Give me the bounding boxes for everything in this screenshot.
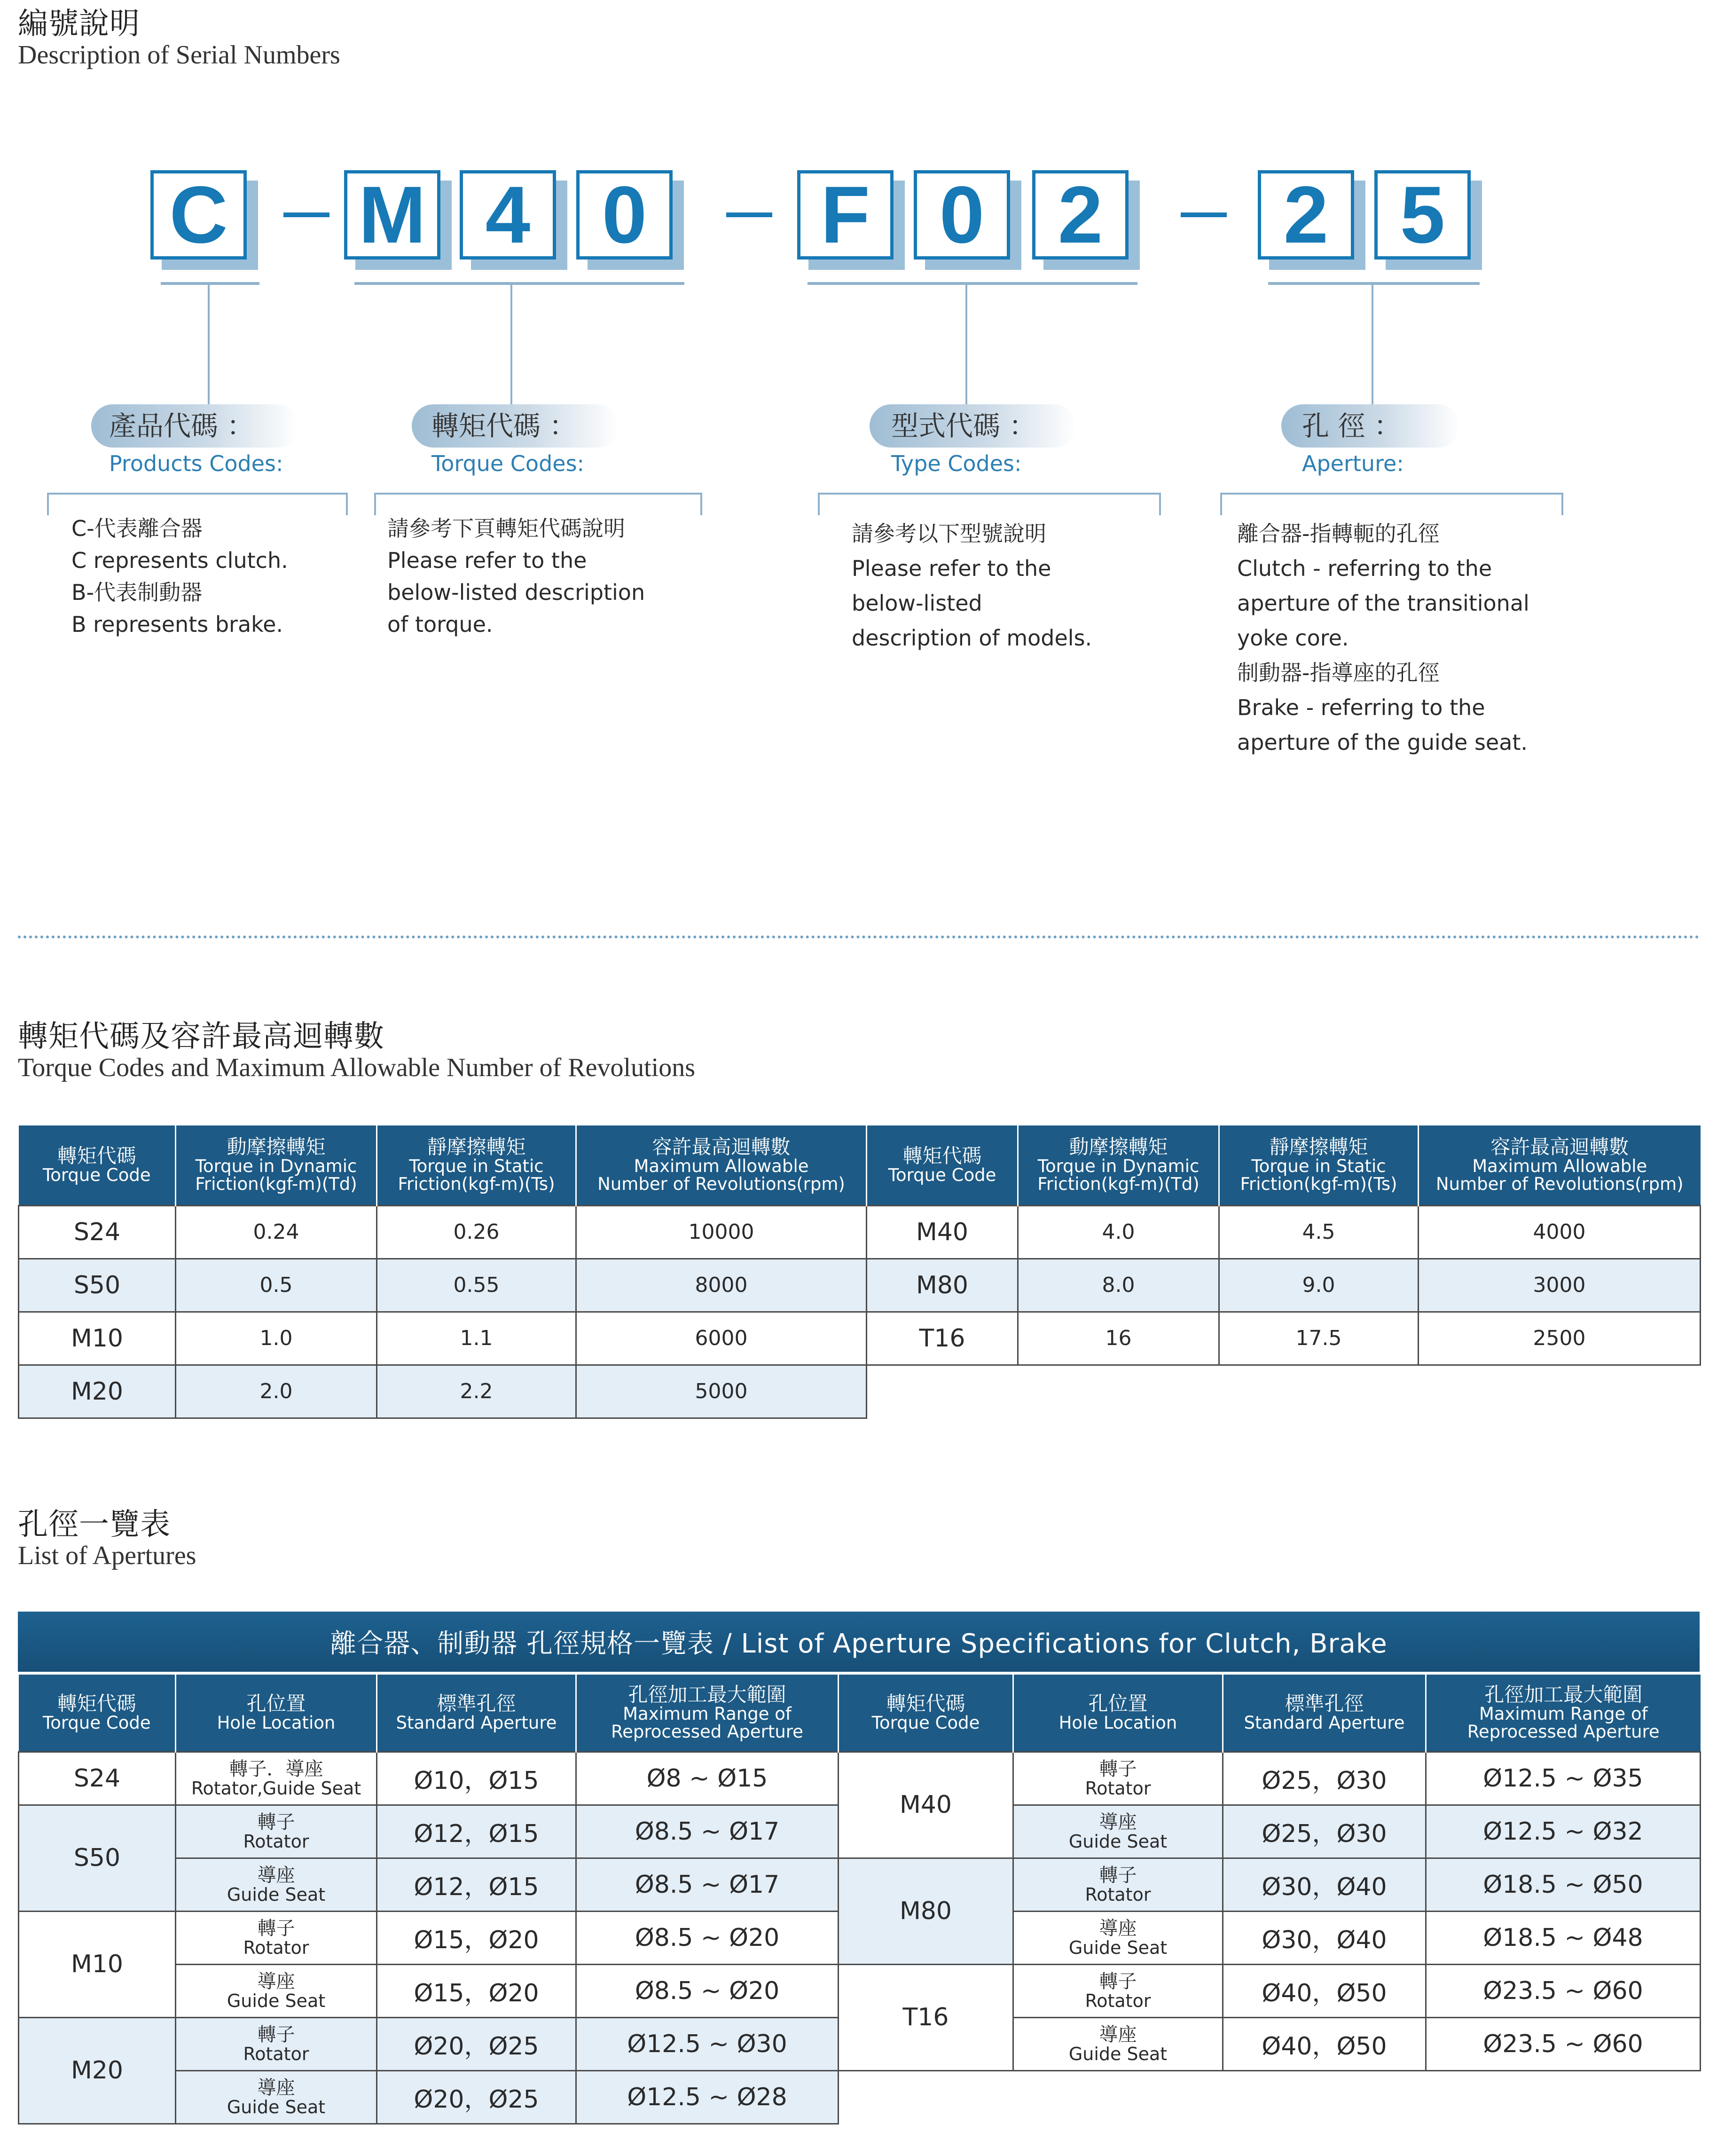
table-row [19, 1964, 1701, 2017]
col-header-torque-code: 轉矩代碼 Torque Code [839, 1675, 1013, 1752]
aperture-label-en: Aperture: [1302, 451, 1404, 476]
standard-aperture-cell: Ø20，Ø25 [377, 2070, 576, 2124]
col-header-hole-location: 孔位置 Hole Location [176, 1675, 377, 1752]
section-title-zh: 編號說明 [18, 7, 140, 41]
connector-line [1372, 285, 1373, 408]
desc-line: B represents brake. [71, 612, 283, 637]
connector-line [510, 285, 512, 408]
table-cell: 0.5 [176, 1259, 377, 1312]
hole-location-cell: 轉子 Rotator [176, 1911, 377, 1964]
torque-code-label-zh: 轉矩代碼 ： [431, 410, 577, 442]
table-row [19, 1205, 1701, 1259]
desc-bracket [374, 493, 702, 515]
hole-location-cell: 導座 Guide Seat [176, 1858, 377, 1911]
standard-aperture-cell: Ø40，Ø50 [1223, 2017, 1426, 2070]
torque-code-cell: M80 [839, 1858, 1013, 1964]
serial-char-4: 4 [460, 170, 556, 260]
table-row [19, 1312, 1701, 1365]
hole-location-cell: 轉子 Rotator [1013, 1752, 1223, 1805]
desc-line: 請參考以下型號說明 [852, 521, 1046, 546]
section-torque-heading [18, 1019, 695, 1081]
serial-char-2b: 2 [1258, 170, 1354, 260]
table-cell: 16 [1018, 1312, 1219, 1365]
desc-line: 制動器-指導座的孔徑 [1237, 660, 1440, 685]
connector-line [161, 282, 259, 285]
serial-char-5: 5 [1374, 170, 1471, 260]
col-header-max-rpm: 容許最高迴轉數 Maximum Allowable Number of Revolutions(rpm) [576, 1125, 867, 1205]
serial-char-0: 0 [576, 170, 673, 260]
torque-code-cell: M40 [839, 1752, 1013, 1858]
connector-line [1268, 282, 1480, 285]
torque-code-cell: M20 [19, 2017, 176, 2124]
table-row [19, 1752, 1701, 1805]
col-header-max-range: 孔徑加工最大範圍 Maximum Range of Reprocessed Aperture [576, 1675, 839, 1752]
desc-bracket [1220, 493, 1563, 515]
serial-dash [1181, 212, 1227, 217]
table-header-row [19, 1125, 1701, 1205]
col-header-dynamic: 動摩擦轉矩 Torque in Dynamic Friction(kgf-m)(Td) [176, 1125, 377, 1205]
desc-line: B-代表制動器 [71, 580, 203, 605]
standard-aperture-cell: Ø20，Ø25 [377, 2017, 576, 2070]
table-cell: 6000 [576, 1312, 867, 1365]
desc-line: Please refer to the [387, 548, 587, 573]
empty-cell [867, 1365, 1701, 1418]
col-header-torque-code: 轉矩代碼 Torque Code [19, 1675, 176, 1752]
hole-location-cell: 轉子．導座 Rotator,Guide Seat [176, 1752, 377, 1805]
max-range-cell: Ø23.5 ~ Ø60 [1426, 2017, 1701, 2070]
section-title-zh: 轉矩代碼及容許最高迴轉數 [18, 1019, 384, 1054]
empty-cell [839, 2070, 1701, 2124]
torque-code-cell: T16 [839, 1964, 1013, 2070]
standard-aperture-cell: Ø25，Ø30 [1223, 1805, 1426, 1858]
torque-code-cell: M20 [19, 1365, 176, 1418]
max-range-cell: Ø18.5 ~ Ø48 [1426, 1911, 1701, 1964]
torque-code-cell: S50 [19, 1259, 176, 1312]
desc-line: description of models. [852, 625, 1092, 651]
connector-line [208, 285, 210, 408]
table-cell: 4.5 [1219, 1205, 1419, 1259]
torque-code-desc [387, 512, 645, 640]
table-cell: 1.1 [377, 1312, 576, 1365]
hole-location-cell: 導座 Guide Seat [1013, 1911, 1223, 1964]
max-range-cell: Ø18.5 ~ Ø50 [1426, 1858, 1701, 1911]
col-header-standard-aperture: 標準孔徑 Standard Aperture [377, 1675, 576, 1752]
connector-line [354, 282, 684, 285]
section-title-en: Torque Codes and Maximum Allowable Number of Revolutions [18, 1053, 695, 1082]
desc-bracket [47, 493, 348, 515]
max-range-cell: Ø8.5 ~ Ø20 [576, 1964, 839, 2017]
table-cell: 9.0 [1219, 1259, 1419, 1312]
desc-line: aperture of the transitional [1237, 590, 1529, 616]
serial-char-f: F [797, 170, 894, 260]
serial-char-m: M [344, 170, 440, 260]
serial-dash [283, 212, 329, 217]
desc-line: below-listed description [387, 580, 645, 605]
aperture-table [18, 1675, 1701, 2125]
type-code-label-zh: 型式代碼 ： [891, 410, 1036, 442]
torque-code-cell: M10 [19, 1911, 176, 2017]
torque-code-cell: S24 [19, 1752, 176, 1805]
col-header-max-rpm: 容許最高迴轉數 Maximum Allowable Number of Revolutions(rpm) [1419, 1125, 1701, 1205]
standard-aperture-cell: Ø30，Ø40 [1223, 1858, 1426, 1911]
standard-aperture-cell: Ø30，Ø40 [1223, 1911, 1426, 1964]
torque-code-cell: S50 [19, 1805, 176, 1911]
table-cell: 8000 [576, 1259, 867, 1312]
table-row [19, 2070, 1701, 2124]
table-header-row [19, 1675, 1701, 1752]
section-serial-heading [18, 7, 340, 69]
max-range-cell: Ø8.5 ~ Ø17 [576, 1805, 839, 1858]
table-cell: 4.0 [1018, 1205, 1219, 1259]
table-cell: 3000 [1419, 1259, 1701, 1312]
desc-line: Clutch - referring to the [1237, 556, 1492, 581]
hole-location-cell: 導座 Guide Seat [176, 1964, 377, 2017]
col-header-static: 靜摩擦轉矩 Torque in Static Friction(kgf-m)(Ts) [1219, 1125, 1419, 1205]
table-cell: 0.26 [377, 1205, 576, 1259]
torque-code-cell: T16 [867, 1312, 1018, 1365]
table-cell: 1.0 [176, 1312, 377, 1365]
torque-code-label-en: Torque Codes: [431, 451, 585, 476]
max-range-cell: Ø12.5 ~ Ø32 [1426, 1805, 1701, 1858]
hole-location-cell: 導座 Guide Seat [176, 2070, 377, 2124]
table-row [19, 1858, 1701, 1911]
desc-line: Brake - referring to the [1237, 695, 1485, 720]
table-cell: 2.0 [176, 1365, 377, 1418]
torque-code-cell: M40 [867, 1205, 1018, 1259]
table-cell: 2500 [1419, 1312, 1701, 1365]
max-range-cell: Ø23.5 ~ Ø60 [1426, 1964, 1701, 2017]
standard-aperture-cell: Ø25，Ø30 [1223, 1752, 1426, 1805]
max-range-cell: Ø12.5 ~ Ø35 [1426, 1752, 1701, 1805]
max-range-cell: Ø8.5 ~ Ø17 [576, 1858, 839, 1911]
max-range-cell: Ø8.5 ~ Ø20 [576, 1911, 839, 1964]
table-cell: 2.2 [377, 1365, 576, 1418]
type-code-label-en: Type Codes: [891, 451, 1022, 476]
torque-table [18, 1125, 1701, 1419]
desc-line: Please refer to the [852, 556, 1051, 581]
hole-location-cell: 導座 Guide Seat [1013, 1805, 1223, 1858]
standard-aperture-cell: Ø12，Ø15 [377, 1805, 576, 1858]
standard-aperture-cell: Ø10，Ø15 [377, 1752, 576, 1805]
torque-code-cell: M80 [867, 1259, 1018, 1312]
hole-location-cell: 導座 Guide Seat [1013, 2017, 1223, 2070]
col-header-dynamic: 動摩擦轉矩 Torque in Dynamic Friction(kgf-m)(Td) [1018, 1125, 1219, 1205]
table-row [19, 1259, 1701, 1312]
type-code-desc [852, 516, 1092, 655]
col-header-standard-aperture: 標準孔徑 Standard Aperture [1223, 1675, 1426, 1752]
desc-line: C represents clutch. [71, 548, 288, 573]
section-title-en: Description of Serial Numbers [18, 40, 340, 70]
section-title-zh: 孔徑一覽表 [18, 1507, 171, 1542]
table-cell: 4000 [1419, 1205, 1701, 1259]
products-code-label-zh: 產品代碼 ： [109, 410, 254, 442]
section-divider [18, 936, 1700, 938]
serial-char-2: 2 [1032, 170, 1129, 260]
desc-bracket [818, 493, 1161, 515]
max-range-cell: Ø12.5 ~ Ø30 [576, 2017, 839, 2070]
serial-char-c: C [150, 170, 247, 260]
table-cell: 5000 [576, 1365, 867, 1418]
standard-aperture-cell: Ø15，Ø20 [377, 1964, 576, 2017]
connector-line [808, 282, 1137, 285]
hole-location-cell: 轉子 Rotator [1013, 1858, 1223, 1911]
aperture-desc [1237, 516, 1529, 760]
standard-aperture-cell: Ø12，Ø15 [377, 1858, 576, 1911]
connector-line [965, 285, 967, 408]
hole-location-cell: 轉子 Rotator [176, 1805, 377, 1858]
desc-line: 離合器-指轉軛的孔徑 [1237, 521, 1440, 546]
section-title-en: List of Apertures [18, 1541, 196, 1570]
col-header-torque-code: 轉矩代碼 Torque Code [19, 1125, 176, 1205]
table-cell: 0.24 [176, 1205, 377, 1259]
aperture-label-zh: 孔 徑 ： [1302, 410, 1401, 442]
section-aperture-heading [18, 1507, 196, 1569]
standard-aperture-cell: Ø15，Ø20 [377, 1911, 576, 1964]
table-row [19, 1365, 1701, 1418]
products-code-label-en: Products Codes: [109, 451, 283, 476]
desc-line: 請參考下頁轉矩代碼說明 [387, 516, 625, 541]
col-header-max-range: 孔徑加工最大範圍 Maximum Range of Reprocessed Aperture [1426, 1675, 1701, 1752]
desc-line: yoke core. [1237, 625, 1349, 651]
max-range-cell: Ø12.5 ~ Ø28 [576, 2070, 839, 2124]
desc-line: aperture of the guide seat. [1237, 730, 1528, 755]
desc-line: C-代表離合器 [71, 516, 203, 541]
table-cell: 8.0 [1018, 1259, 1219, 1312]
standard-aperture-cell: Ø40，Ø50 [1223, 1964, 1426, 2017]
products-code-desc [71, 512, 288, 640]
table-cell: 17.5 [1219, 1312, 1419, 1365]
hole-location-cell: 轉子 Rotator [1013, 1964, 1223, 2017]
col-header-torque-code: 轉矩代碼 Torque Code [867, 1125, 1018, 1205]
aperture-table-caption: 離合器、制動器 孔徑規格一覽表 / List of Aperture Specifications for Clutch, Brake [18, 1612, 1700, 1672]
hole-location-cell: 轉子 Rotator [176, 2017, 377, 2070]
table-cell: 10000 [576, 1205, 867, 1259]
desc-line: of torque. [387, 612, 493, 637]
col-header-static: 靜摩擦轉矩 Torque in Static Friction(kgf-m)(Ts) [377, 1125, 576, 1205]
desc-line: below-listed [852, 590, 982, 616]
serial-dash [726, 212, 772, 217]
torque-code-cell: M10 [19, 1312, 176, 1365]
torque-code-cell: S24 [19, 1205, 176, 1259]
max-range-cell: Ø8 ~ Ø15 [576, 1752, 839, 1805]
serial-char-0b: 0 [914, 170, 1010, 260]
col-header-hole-location: 孔位置 Hole Location [1013, 1675, 1223, 1752]
table-cell: 0.55 [377, 1259, 576, 1312]
